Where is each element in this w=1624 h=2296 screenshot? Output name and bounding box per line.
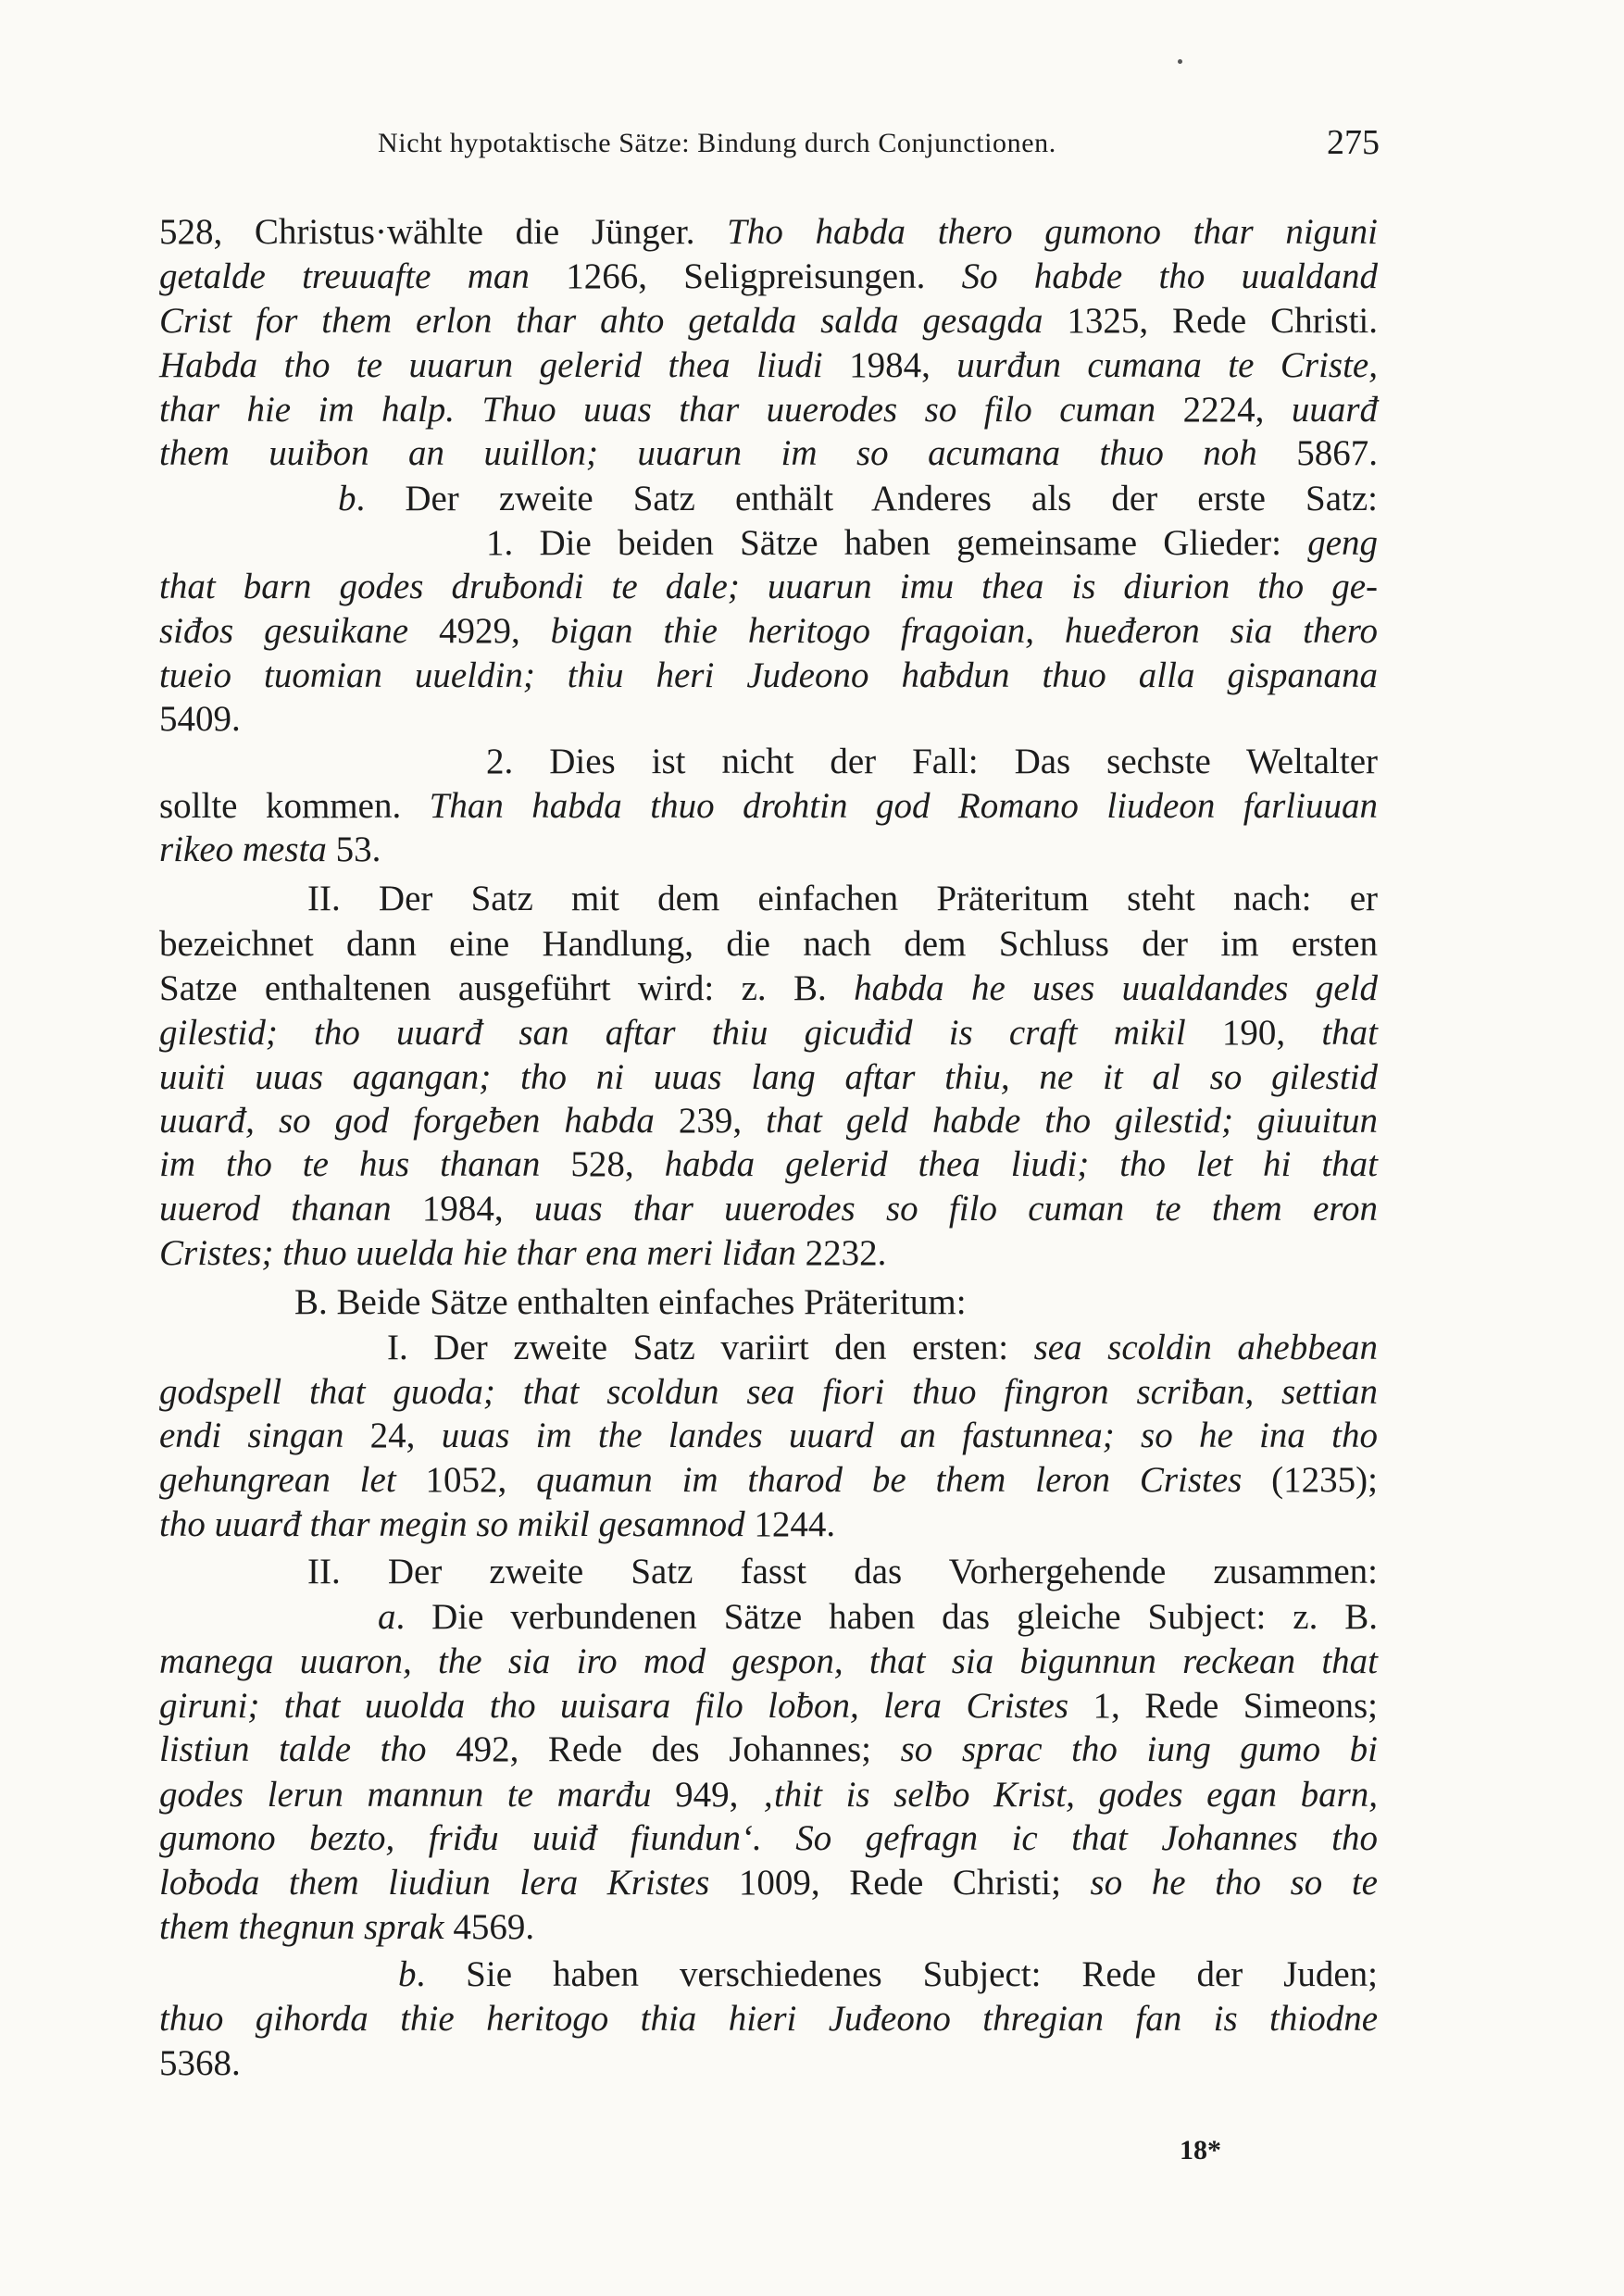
citation-text: siđos gesuikane (159, 611, 409, 651)
citation-text: Crist for them erlon thar ahto getalda salda gesagda (159, 301, 1043, 341)
text-line (159, 1188, 1378, 1230)
citation-text: tho uuarđ thar megin so mikil gesamnod (159, 1504, 745, 1544)
line-text: 2. Dies ist nicht der Fall: Das sechste Weltalter (486, 742, 1378, 781)
line-text: 949, (651, 1775, 762, 1815)
text-line (159, 1998, 1378, 2040)
citation-text: getalde treuuafte man (159, 256, 530, 296)
text-line (338, 478, 1378, 520)
citation-text: gumono bezto, friđu uuiđ fiundun‘. So gefragn ic that Johannes tho (159, 1818, 1378, 1858)
line-text: . Die verbundenen Sätze haben das gleiche Subject: z. B. (395, 1597, 1378, 1637)
citation-text: uuarđ (1291, 390, 1378, 430)
citation-text: endi singan (159, 1416, 344, 1455)
text-line (159, 300, 1378, 343)
text-line (159, 1906, 1378, 1949)
citation-text: that barn godes druƀondi te dale; uuarun imu thea is diurion tho ge- (159, 567, 1378, 606)
line-text: 1325, Rede Christi. (1043, 301, 1378, 341)
citation-text: so sprac tho iung gumo bi (900, 1729, 1378, 1769)
line-text: 4569. (443, 1907, 535, 1947)
text-line (159, 1459, 1378, 1502)
text-line (159, 1100, 1378, 1142)
line-text: 1, Rede Simeons; (1068, 1686, 1378, 1726)
citation-text: listiun talde tho (159, 1729, 427, 1769)
citation-text: uuas im the landes uuard an fastunnea; so he ina tho (441, 1416, 1378, 1455)
citation-text: habda he uses uualdandes geld (854, 968, 1378, 1008)
text-line (159, 1012, 1378, 1054)
line-text: 1009, Rede Christi; (709, 1863, 1091, 1903)
line-text: 5867. (1256, 433, 1379, 473)
text-line (159, 1641, 1378, 1683)
citation-text: godes lerun mannun te marđu (159, 1775, 652, 1815)
citation-text: im tho te hus thanan (159, 1144, 541, 1184)
text-line (294, 1281, 1378, 1324)
citation-text: manega uuaron, the sia iro mod gespon, that sia bigunnun reckean that (159, 1641, 1378, 1681)
citation-text: habda gelerid thea liudi; tho let hi that (664, 1144, 1379, 1184)
text-line (159, 432, 1378, 475)
text-line (159, 610, 1378, 653)
line-text: 1. Die beiden Sätze haben gemeinsame Glieder: (486, 523, 1308, 563)
line-text: II. Der Satz mit dem einfachen Präteritum steht nach: er (307, 879, 1378, 918)
line-text: 2232. (795, 1233, 887, 1273)
citation-text: so he tho so te (1090, 1863, 1378, 1903)
citation-text: uuas thar uuerodes so filo cuman te them eron (533, 1189, 1378, 1229)
line-text: 1266, Seligpreisungen. (529, 256, 962, 296)
line-text: . Der zweite Satz enthält Anderes als der erste Satz: (356, 479, 1378, 518)
citation-text: that geld habde tho gilestid; giuuitun (766, 1101, 1378, 1141)
citation-text: them thegnun sprak (159, 1907, 444, 1947)
text-line (307, 878, 1378, 920)
citation-text: a (378, 1597, 396, 1637)
signature-mark: 18* (1180, 2135, 1221, 2165)
line-text: bezeichnet dann eine Handlung, die nach dem Schluss der im ersten (159, 924, 1378, 964)
text-line (159, 256, 1378, 298)
citation-text: ‚thit is selƀo Krist, godes egan barn, (761, 1775, 1379, 1815)
text-line (159, 389, 1378, 431)
text-line (159, 1232, 1378, 1275)
line-text: 528, (540, 1144, 665, 1184)
line-text: 190, (1185, 1013, 1322, 1053)
line-text: 4929, (408, 611, 551, 651)
citation-text: loƀoda them liudiun lera Kristes (159, 1863, 710, 1903)
text-line (159, 1415, 1378, 1457)
text-line (486, 522, 1378, 565)
citation-text: geng (1307, 523, 1378, 563)
text-line (159, 698, 1378, 741)
text-line (159, 655, 1378, 697)
line-text: 492, Rede des Johannes; (426, 1729, 901, 1769)
citation-text: thar hie im halp. Thuo uuas thar uuerodes so filo cuman (159, 390, 1156, 430)
citation-text: tueio tuomian uueldin; thiu heri Judeono haƀdun thuo alla gispanana (159, 655, 1378, 695)
line-text: (1235); (1242, 1460, 1378, 1500)
text-line (159, 785, 1378, 828)
line-text: 5409. (159, 699, 241, 739)
running-title: Nicht hypotaktische Sätze: Bindung durch Conjunctionen. (378, 128, 1056, 158)
text-line (307, 1551, 1378, 1593)
line-text: . Sie haben verschiedenes Subject: Rede der Juden; (416, 1954, 1378, 1994)
text-line (159, 344, 1378, 387)
text-line (159, 566, 1378, 608)
text-line (159, 1685, 1378, 1728)
line-text: 2224, (1156, 390, 1292, 430)
citation-text: uurđun cumana te Criste, (956, 345, 1378, 385)
citation-text: Tho habda thero gumono thar niguni (727, 212, 1378, 252)
citation-text: Than habda thuo drohtin god Romano liudeon farliuuan (429, 786, 1378, 826)
text-line (159, 1817, 1378, 1860)
text-line (387, 1327, 1378, 1369)
line-text: 1244. (744, 1504, 836, 1544)
citation-text: gehungrean let (159, 1460, 396, 1500)
page-header (331, 123, 1380, 165)
line-text: Satze enthaltenen ausgeführt wird: z. B. (159, 968, 855, 1008)
text-line (159, 1862, 1378, 1904)
citation-text: Habda tho te uuarun gelerid thea liudi (159, 345, 823, 385)
citation-text: gilestid; tho uuarđ san aftar thiu gicuđid is craft mikil (159, 1013, 1186, 1053)
text-line (159, 1143, 1378, 1186)
text-line (486, 741, 1378, 783)
line-text: 1984, (822, 345, 957, 385)
line-text: 239, (654, 1101, 767, 1141)
text-line (159, 1056, 1378, 1099)
text-line (378, 1596, 1378, 1639)
text-line (398, 1953, 1378, 1996)
citation-text: uuerod thanan (159, 1189, 392, 1229)
citation-text: So habde tho uualdand (961, 256, 1379, 296)
line-text: I. Der zweite Satz variirt den ersten: (387, 1328, 1034, 1367)
citation-text: that (1321, 1013, 1378, 1053)
citation-text: sea scoldin ahebbean (1033, 1328, 1378, 1367)
citation-text: rikeo mesta (159, 830, 327, 869)
citation-text: godspell that guoda; that scoldun sea fiori thuo fingron scriƀan, settian (159, 1372, 1378, 1412)
line-text: 5368. (159, 2043, 241, 2083)
page-number: 275 (1327, 123, 1380, 162)
text-line (159, 1504, 1378, 1546)
text-line (159, 1371, 1378, 1414)
line-text: 1052, (395, 1460, 537, 1500)
line-text: 53. (326, 830, 381, 869)
citation-text: b (398, 1954, 417, 1994)
text-line (159, 1728, 1378, 1771)
citation-text: Cristes; thuo uuelda hie thar ena meri liđan (159, 1233, 796, 1273)
text-line (159, 923, 1378, 966)
citation-text: thuo gihorda thie heritogo thia hieri Juđeono thregian fan is thiodne (159, 1999, 1378, 2039)
line-text: sollte kommen. (159, 786, 430, 826)
line-text: 528, Christus·wählte die Jünger. (159, 212, 728, 252)
line-text: B. Beide Sätze enthalten einfaches Präteritum: (294, 1282, 967, 1322)
text-line (159, 967, 1378, 1010)
citation-text: uuiti uuas agangan; tho ni uuas lang aftar thiu, ne it al so gilestid (159, 1057, 1378, 1097)
text-line (159, 1774, 1378, 1816)
line-text: II. Der zweite Satz fasst das Vorhergehende zusammen: (307, 1552, 1378, 1591)
citation-text: quamun im tharod be them leron Cristes (536, 1460, 1243, 1500)
text-line (159, 211, 1378, 254)
line-text: 1984, (391, 1189, 534, 1229)
paper-speck (1178, 59, 1182, 64)
citation-text: giruni; that uuolda tho uuisara filo loƀon, lera Cristes (159, 1686, 1069, 1726)
line-text: 24, (344, 1416, 442, 1455)
citation-text: b (338, 479, 356, 518)
text-line (159, 2042, 1378, 2085)
citation-text: them uuiƀon an uuillon; uuarun im so acumana thuo noh (159, 433, 1257, 473)
text-line (159, 829, 1378, 871)
citation-text: bigan thie heritogo fragoian, hueđeron sia thero (550, 611, 1378, 651)
citation-text: uuarđ, so god forgeƀen habda (159, 1101, 655, 1141)
